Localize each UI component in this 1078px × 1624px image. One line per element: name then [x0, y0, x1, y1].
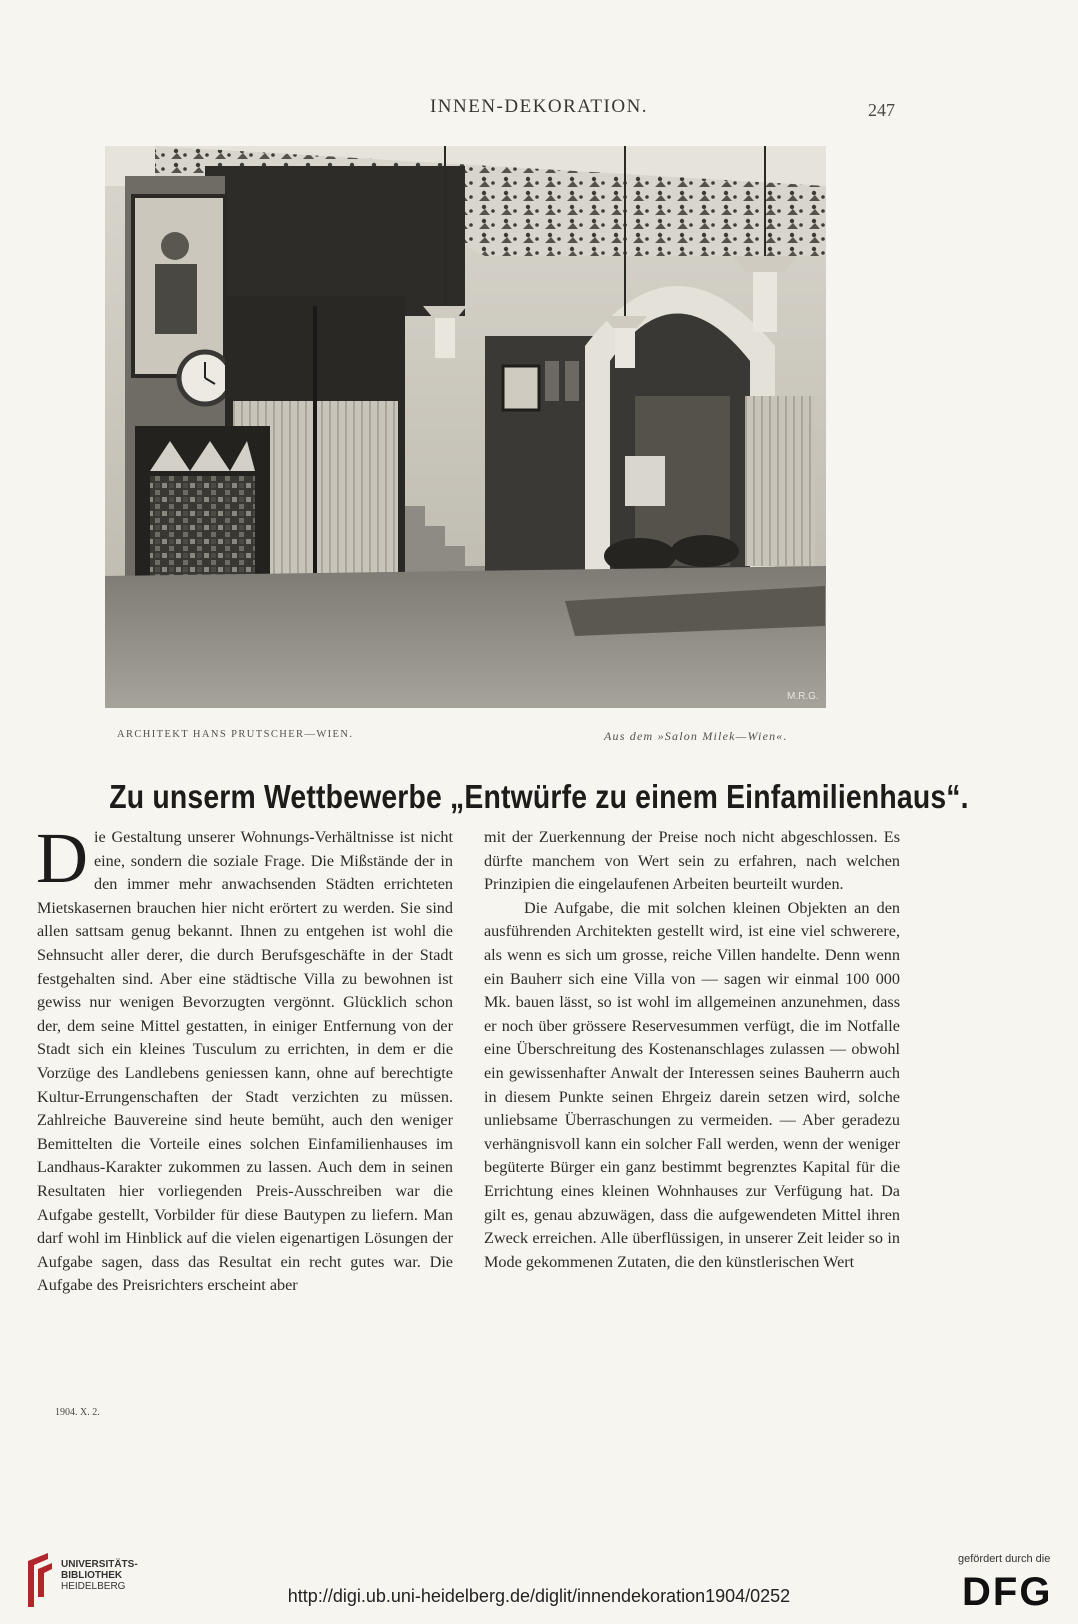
- article-headline: Zu unserm Wettbewerbe „Entwürfe zu einem Einfamilienhaus“.: [109, 778, 969, 815]
- framed-picture: [503, 366, 539, 410]
- library-line-2: BIBLIOTHEK: [61, 1570, 123, 1581]
- library-line-3: HEIDELBERG: [61, 1581, 126, 1592]
- left-paragraph-1: ie Gestaltung unserer Wohnungs-Verhältnisse ist nicht eine, sondern die soziale Frage. Die Mißstände der in den immer mehr anwachsenden Städten errichteten Mietskasernen brauchen hier nicht erörtert zu werden. Sie sind allen sattsam genug bekannt. Ihnen zu entgehen ist wohl die Sehnsucht aller derer, die durch Berufsgeschäfte in der Stadt festgehalten sind. Aber eine städtische Villa zu bewohnen ist gewiss nur wenigen Bevorzugten vergönnt. Glücklich schon der, dem seine Mittel gestatten, in einiger Entfernung von der Stadt sich ein kleines Tusculum zu errichten, in dem er die Vorzüge des Landlebens geniessen kann, ohne auf berechtigte Kultur-Errungenschaften der Stadt verzichten zu müssen. Zahlreiche Bauvereine sind heute bemüht, auch den weniger Bemittelten die Vorteile eines solchen Einfamilienhauses im Landhaus-Karakter zukommen zu lassen. Auch dem in seinen Resultaten hier vorliegenden Preis-Ausschreiben war die Aufgabe gestellt, Vorbilder für diese Bautypen zu liefern. Man darf wohl im Hinblick auf die vielen eigenartigen Lösungen der Aufgabe sagen, dass das Resultat ein recht gutes war. Die Aufgabe des Preisrichters erscheint aber: [37, 828, 453, 1295]
- small-panel-1: [545, 361, 559, 401]
- alcove-chair: [625, 456, 665, 506]
- caption-architect: ARCHITEKT HANS PRUTSCHER—WIEN.: [117, 729, 354, 740]
- salon-interior-illustration: [105, 146, 826, 708]
- right-paragraph-1: mit der Zuerkennung der Preise noch nicht abgeschlossen. Es dürfte manchem von Wert sein zu erfahren, nach welchen Prinzipien die eingelaufenen Arbeiten beurteilt wurden.: [484, 828, 900, 894]
- portrait-head: [161, 232, 189, 260]
- small-panel-2: [565, 361, 579, 401]
- plant-right: [671, 535, 739, 567]
- funded-by-label: gefördert durch die: [958, 1553, 1051, 1565]
- upper-dark-wall: [205, 166, 465, 316]
- lamp-glass-1: [435, 318, 455, 358]
- floor: [105, 566, 826, 708]
- lamp-glass-2: [615, 328, 635, 368]
- drop-cap: D: [36, 818, 88, 898]
- lamp-glass-3: [753, 272, 777, 332]
- left-text-column: [36, 818, 453, 1298]
- caption-source: Aus dem »Salon Milek—Wien«.: [604, 729, 788, 743]
- right-paragraph-2: Die Aufgabe, die mit solchen kleinen Objekten an den ausführenden Architekten gestellt wird, ist eine viel schwerere, als wenn es sich um grosse, reiche Villen handelte. Denn wenn ein Bauherr sich eine Villa von — sagen wir einmal 100 000 Mk. bauen lässt, so ist wohl im allgemeinen anzunehmen, dass er noch über grössere Reservesummen verfügt, die im Notfalle eine Überschreitung des Kostenanschlages zulassen — obwohl ein gewissenhafter Anwalt der Interessen seines Bauherrn auch in diesem Punkte seinen Ehrgeiz darein setzen wird, solche unliebsame Überraschungen zu vermeiden. — Aber geradezu verhängnisvoll kann ein solcher Fall werden, wenn der weniger begüterte Bürger ein ganz bestimmt begrenztes Kapital für die Errichtung eines kleinen Wohnhauses zur Verfügung hat. Da gilt es, genau abzuwägen, dass die aufgewendeten Mittel ihren Zweck erreichen. Alle überflüssigen, in unserer Zeit leider so in Mode gekommenen Zutaten, die den künstlerischen Wert: [484, 898, 900, 1271]
- interior-photograph: [105, 146, 826, 708]
- portrait-body: [155, 264, 197, 334]
- right-curtain: [745, 396, 815, 566]
- dfg-logo: DFG: [962, 1570, 1053, 1614]
- library-line-1: UNIVERSITÄTS-: [61, 1559, 138, 1570]
- right-text-column: [484, 826, 900, 1274]
- page-number: 247: [868, 100, 895, 120]
- volume-mark: 1904. X. 2.: [55, 1407, 100, 1418]
- photo-monogram: M.R.G.: [787, 691, 819, 702]
- source-url-link[interactable]: http://digi.ub.uni-heidelberg.de/diglit/innendekoration1904/0252: [287, 1586, 791, 1606]
- running-head: INNEN-DEKORATION.: [429, 96, 649, 117]
